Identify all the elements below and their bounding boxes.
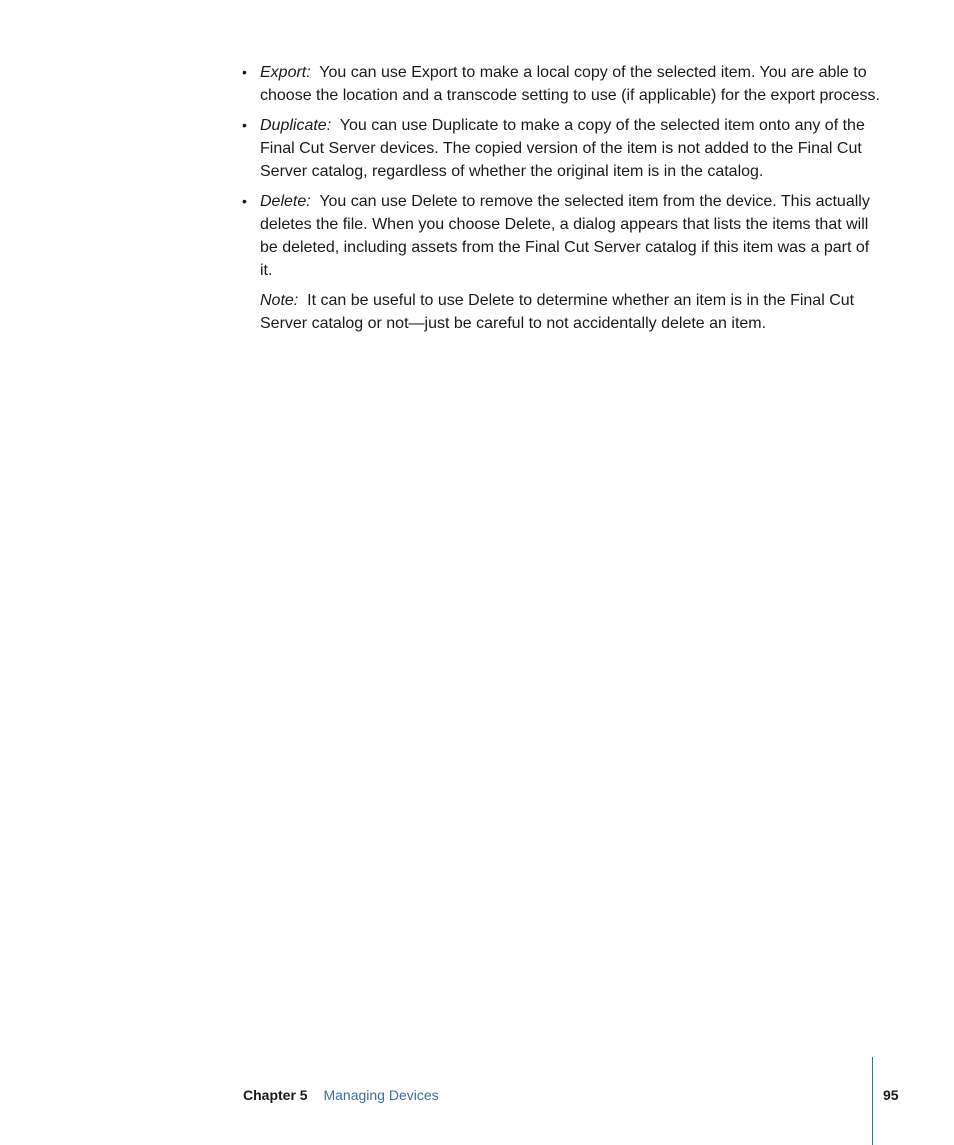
footer-chapter: Chapter 5: [243, 1087, 308, 1103]
bullet-term: Duplicate:: [260, 117, 332, 134]
footer-divider: [872, 1057, 873, 1145]
body-content: [242, 61, 882, 335]
bullet-dot-icon: •: [242, 117, 247, 133]
bullet-export: [242, 61, 882, 107]
bullet-text: You can use Export to make a local copy of the selected item. You are able to choose the location and a transcode setting to use (if applicable) for the export process.: [260, 64, 880, 104]
footer-chapter-title: Managing Devices: [323, 1087, 439, 1103]
bullet-duplicate: [242, 114, 882, 183]
bullet-text: You can use Delete to remove the selected item from the device. This actually deletes the file. When you choose Delete, a dialog appears that lists the items that will be deleted, including assets from the Final Cut Server catalog if this item was a part of it.: [260, 193, 870, 279]
footer: [243, 1086, 439, 1104]
bullet-dot-icon: •: [242, 64, 247, 80]
page-number: 95: [883, 1087, 899, 1103]
bullet-term: Delete:: [260, 193, 311, 210]
bullet-text: You can use Duplicate to make a copy of the selected item onto any of the Final Cut Server devices. The copied version of the item is not added to the Final Cut Server catalog, regardless of whether the original item is in the catalog.: [260, 117, 865, 180]
note-text: It can be useful to use Delete to determine whether an item is in the Final Cut Server catalog or not—just be careful to not accidentally delete an item.: [260, 292, 855, 332]
bullet-dot-icon: •: [242, 193, 247, 209]
note-paragraph: [242, 289, 882, 335]
bullet-delete: [242, 190, 882, 282]
note-term: Note:: [260, 292, 299, 309]
bullet-term: Export:: [260, 64, 311, 81]
